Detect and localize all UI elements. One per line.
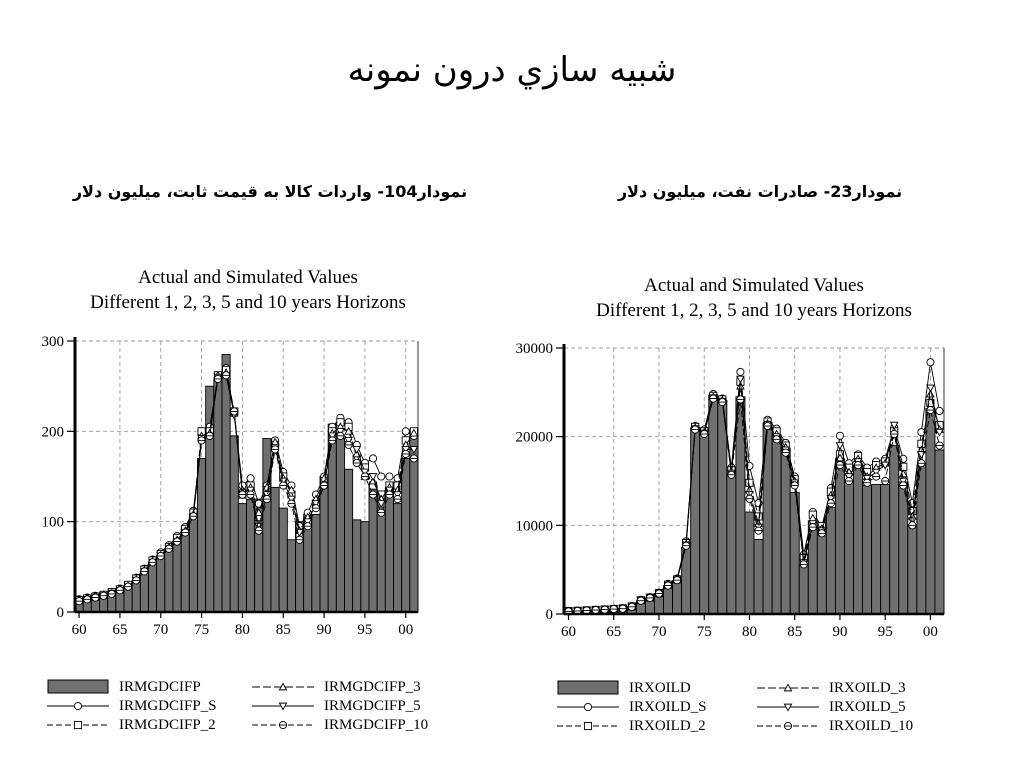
legend-right — [557, 679, 977, 739]
bar — [899, 482, 908, 614]
x-tick-label: 00 — [398, 622, 414, 638]
legend-label: IRXOILD — [629, 680, 691, 696]
bar — [844, 483, 853, 614]
legend-swatch — [757, 680, 819, 696]
legend-swatch — [252, 717, 314, 733]
bar — [772, 435, 781, 614]
x-tick-label: 80 — [234, 622, 250, 638]
y-tick-label: 0 — [545, 607, 553, 623]
y-tick-label: 20000 — [515, 429, 553, 446]
data-point — [927, 385, 934, 391]
legend-swatch — [47, 717, 109, 733]
bars — [564, 395, 944, 614]
data-point — [737, 368, 744, 375]
bar — [881, 485, 890, 614]
y-tick-label: 200 — [41, 424, 64, 441]
x-tick-label: 60 — [561, 624, 577, 640]
x-tick-label: 80 — [741, 624, 757, 640]
legend-swatch — [252, 679, 314, 695]
legend-label: IRXOILD_3 — [829, 680, 906, 696]
legend-swatch — [557, 680, 619, 696]
legend-swatch — [557, 699, 619, 715]
x-tick-label: 95 — [877, 624, 893, 640]
legend-label: IRMGDCIFP_S — [119, 698, 217, 714]
x-tick-label: 65 — [112, 622, 128, 638]
legend-label: IRXOILD_S — [629, 699, 707, 715]
legend-swatch — [757, 718, 819, 734]
bar — [673, 580, 682, 614]
x-tick-label: 75 — [194, 622, 210, 638]
legend-marker — [584, 703, 591, 710]
x-tick-label: 00 — [922, 624, 938, 640]
data-point — [927, 359, 934, 366]
x-tick-label: 70 — [651, 624, 667, 640]
bar — [691, 428, 700, 614]
legend-swatch — [252, 698, 314, 714]
legend-label: IRXOILD_5 — [829, 699, 906, 715]
legend-marker — [74, 702, 81, 709]
bar — [890, 446, 899, 614]
chart-title: Actual and Simulated Values — [138, 267, 358, 288]
bar — [854, 465, 863, 614]
bar — [727, 474, 736, 614]
bar — [799, 565, 808, 614]
bar — [700, 434, 709, 614]
legend-swatch — [47, 679, 109, 695]
x-tick-label: 90 — [316, 622, 332, 638]
bar — [872, 485, 881, 614]
slide-title: شبيه سازي درون نمونه — [347, 50, 677, 90]
bar — [908, 524, 917, 614]
x-tick-label: 85 — [275, 622, 291, 638]
legend-label: IRXOILD_2 — [629, 718, 706, 734]
bar — [826, 508, 835, 614]
bar — [709, 395, 718, 614]
chart-title: Actual and Simulated Values — [644, 275, 864, 296]
y-tick-label: 100 — [41, 514, 64, 531]
data-point — [936, 407, 943, 414]
x-tick-label: 60 — [71, 622, 87, 638]
bar — [817, 528, 826, 614]
legend-marker — [74, 721, 81, 728]
legend-swatch — [47, 698, 109, 714]
caption-left: نمودار104- واردات كالا به قيمت ثابت، ميليون دلار — [72, 182, 468, 201]
bar — [745, 512, 754, 614]
x-tick-label: 65 — [606, 624, 622, 640]
y-tick-label: 300 — [41, 334, 64, 350]
legend-label: IRMGDCIFP_5 — [324, 698, 421, 714]
bar — [718, 400, 727, 614]
bar — [926, 408, 935, 614]
legend-swatch — [757, 699, 819, 715]
y-tick-label: 30000 — [515, 341, 553, 357]
legend-swatch — [557, 718, 619, 734]
bar — [935, 450, 944, 614]
legend-label: IRMGDCIFP_3 — [324, 679, 421, 695]
legend-label: IRMGDCIFP — [119, 679, 201, 695]
x-tick-label: 90 — [832, 624, 848, 640]
legend-label: IRMGDCIFP_10 — [324, 717, 429, 733]
chart-subtitle: Different 1, 2, 3, 5 and 10 years Horizons — [596, 300, 912, 321]
x-tick-label: 85 — [787, 624, 803, 640]
y-tick-label: 10000 — [515, 518, 553, 535]
bar — [863, 485, 872, 614]
chart-subtitle: Different 1, 2, 3, 5 and 10 years Horizons — [90, 292, 406, 313]
legend-label: IRMGDCIFP_2 — [119, 717, 216, 733]
bar — [835, 459, 844, 614]
caption-right: نمودار23- صادرات نفت، ميليون دلار — [617, 182, 903, 201]
x-tick-label: 70 — [153, 622, 169, 638]
legend-left — [47, 678, 467, 738]
legend-label: IRXOILD_10 — [829, 718, 914, 734]
y-tick-label: 0 — [56, 605, 64, 621]
data-point — [836, 432, 843, 439]
bar — [754, 540, 763, 614]
x-tick-label: 75 — [696, 624, 712, 640]
bar — [781, 448, 790, 614]
legend-marker — [584, 722, 591, 729]
x-tick-label: 95 — [357, 622, 373, 638]
